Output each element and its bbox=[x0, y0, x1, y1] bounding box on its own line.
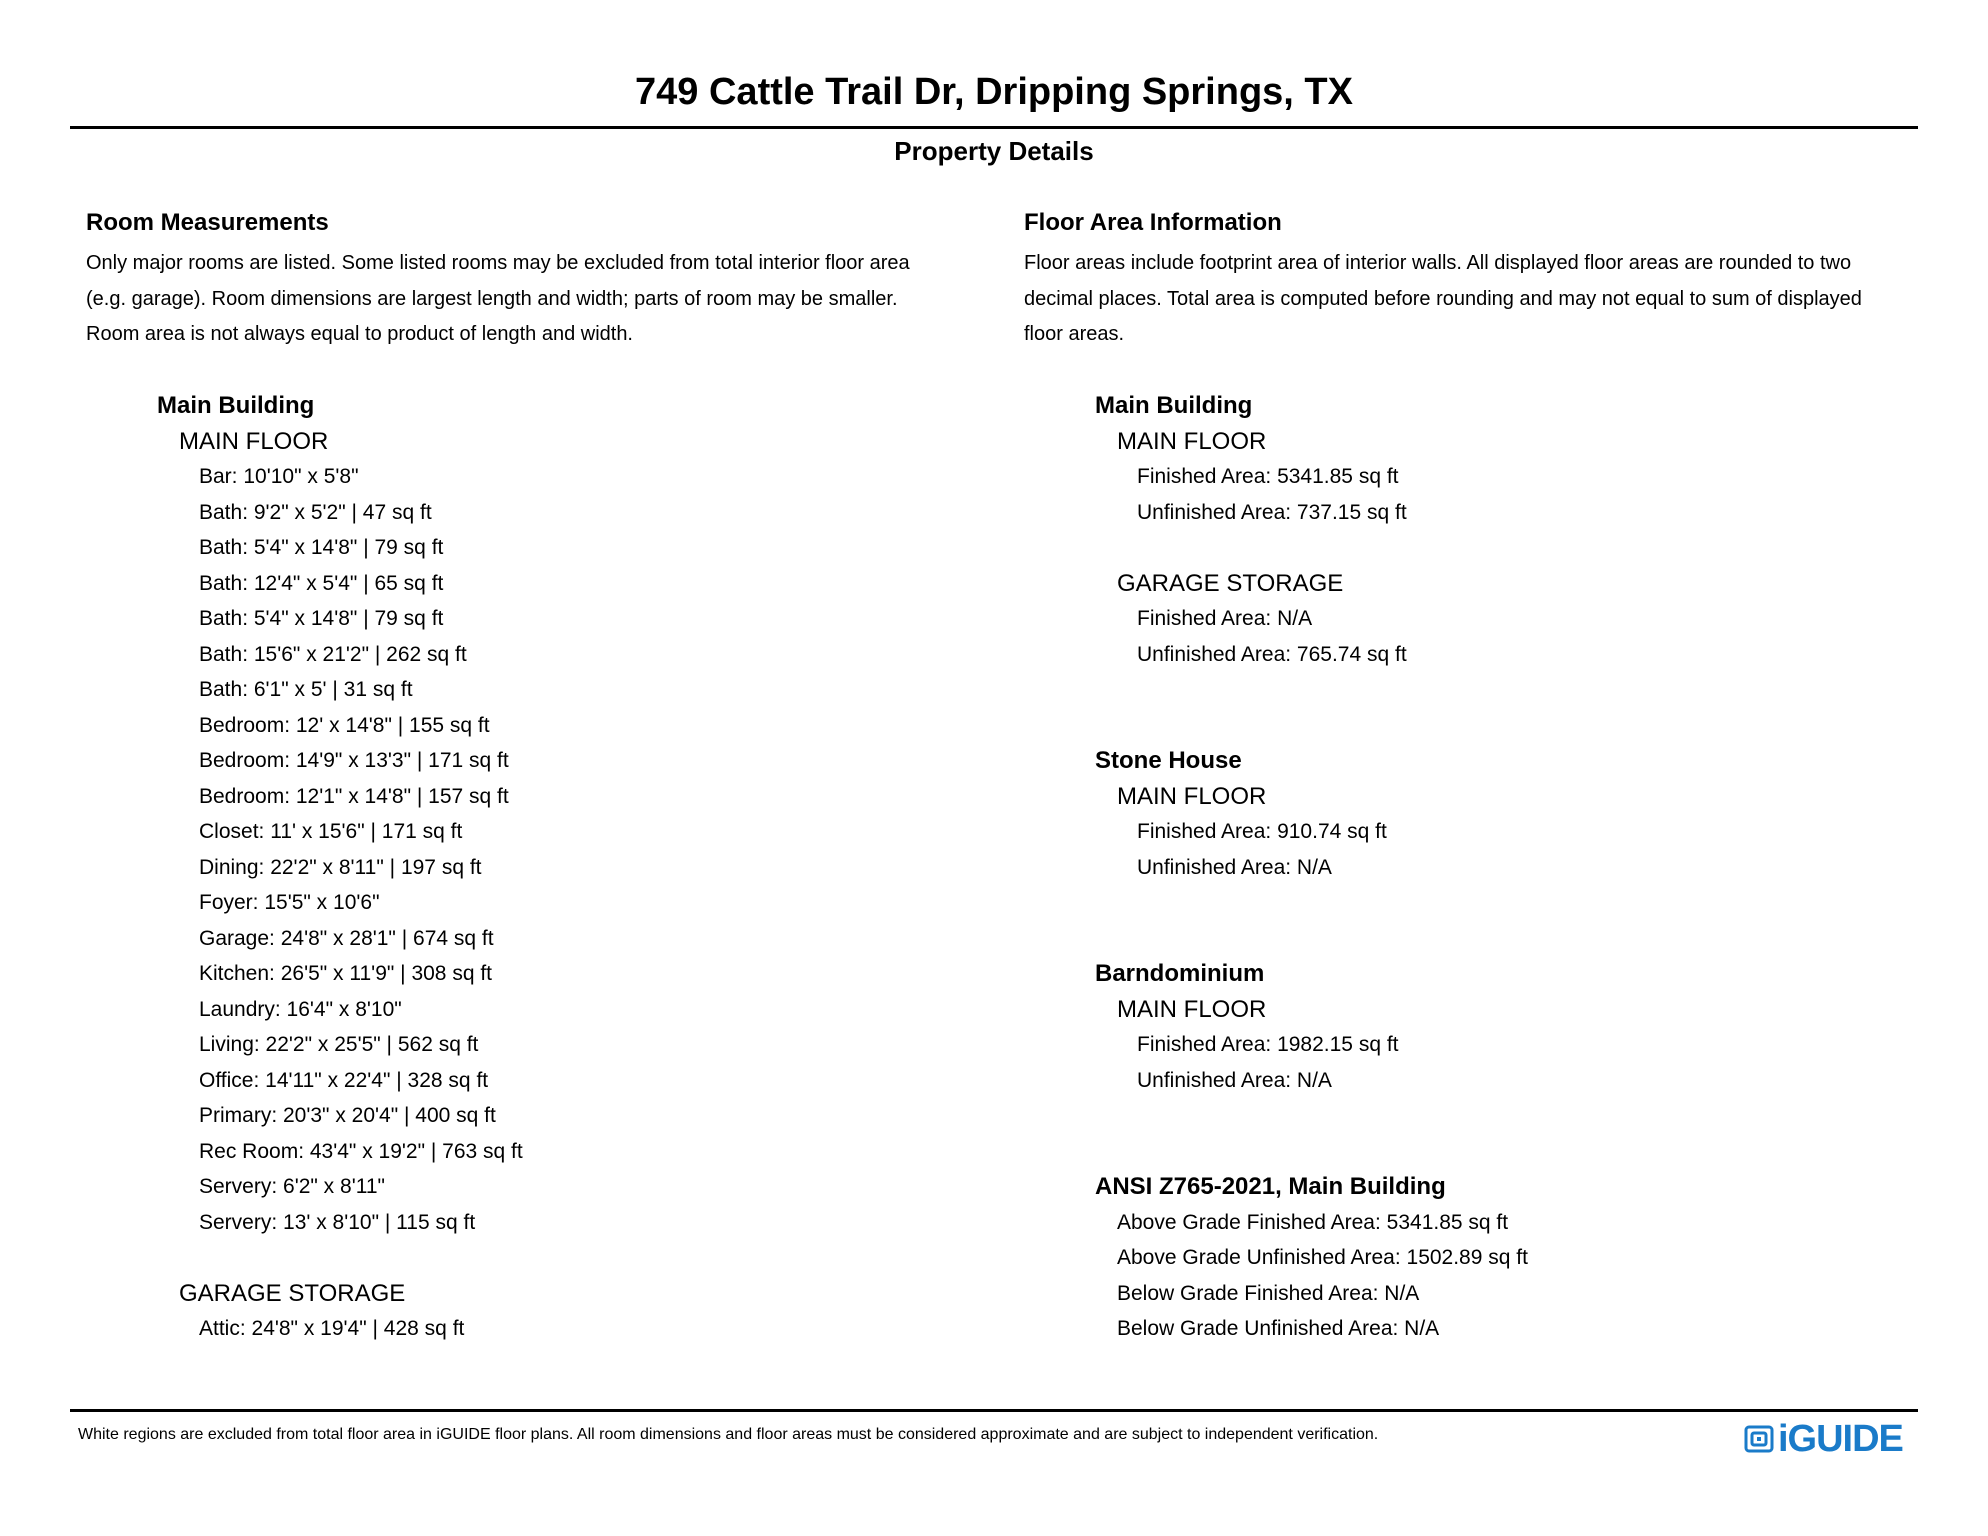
building-heading: Barndominium bbox=[1095, 960, 1265, 987]
finished-area: Finished Area: 1982.15 sq ft bbox=[1137, 1033, 1399, 1056]
intro-line: floor areas. bbox=[1024, 323, 1125, 345]
building-heading: Main Building bbox=[157, 392, 315, 419]
room-list-main-building bbox=[157, 388, 986, 1347]
floor-area-section bbox=[1024, 208, 1924, 1347]
iguide-logo-text: iGUIDE bbox=[1778, 1418, 1903, 1460]
room-measurements-intro bbox=[86, 246, 986, 353]
room-entry: Office: 14'11" x 22'4" | 328 sq ft bbox=[199, 1068, 489, 1092]
iguide-logo bbox=[1744, 1418, 1903, 1460]
room-entry: Bath: 6'1" x 5' | 31 sq ft bbox=[199, 678, 413, 701]
footer-divider bbox=[70, 1409, 1918, 1412]
room-entry: Bar: 10'10" x 5'8" bbox=[199, 465, 359, 488]
room-measurements-heading: Room Measurements bbox=[86, 209, 329, 236]
room-entry: Servery: 13' x 8'10" | 115 sq ft bbox=[199, 1210, 476, 1234]
room-entry: Attic: 24'8" x 19'4" | 428 sq ft bbox=[199, 1317, 465, 1340]
room-entry: Foyer: 15'5" x 10'6" bbox=[199, 891, 380, 914]
room-entry: Laundry: 16'4" x 8'10" bbox=[199, 997, 402, 1021]
floor-heading: GARAGE STORAGE bbox=[179, 1279, 406, 1307]
finished-area: Finished Area: N/A bbox=[1137, 607, 1313, 630]
room-entry: Bath: 9'2" x 5'2" | 47 sq ft bbox=[199, 500, 432, 524]
page-title: 749 Cattle Trail Dr, Dripping Springs, TX bbox=[635, 71, 1353, 113]
iguide-logo-icon bbox=[1744, 1424, 1774, 1454]
floor-area-intro bbox=[1024, 246, 1924, 353]
header-divider bbox=[70, 126, 1918, 129]
room-entry: Servery: 6'2" x 8'11" bbox=[199, 1175, 385, 1198]
unfinished-area: Unfinished Area: N/A bbox=[1137, 855, 1332, 879]
ansi-line: Above Grade Unfinished Area: 1502.89 sq ft bbox=[1117, 1246, 1528, 1269]
floor-heading: MAIN FLOOR bbox=[179, 427, 329, 455]
room-entry: Primary: 20'3" x 20'4" | 400 sq ft bbox=[199, 1104, 496, 1127]
room-entry: Bath: 15'6" x 21'2" | 262 sq ft bbox=[199, 642, 467, 666]
unfinished-area: Unfinished Area: N/A bbox=[1137, 1068, 1332, 1092]
ansi-line: Below Grade Unfinished Area: N/A bbox=[1117, 1317, 1440, 1340]
ansi-heading: ANSI Z765-2021, Main Building bbox=[1095, 1173, 1446, 1200]
room-entry: Bedroom: 12'1" x 14'8" | 157 sq ft bbox=[199, 784, 509, 808]
room-entry: Bedroom: 14'9" x 13'3" | 171 sq ft bbox=[199, 749, 509, 772]
room-entry: Kitchen: 26'5" x 11'9" | 308 sq ft bbox=[199, 962, 493, 985]
building-heading: Stone House bbox=[1095, 747, 1242, 774]
room-entry: Bath: 5'4" x 14'8" | 79 sq ft bbox=[199, 607, 444, 630]
room-entry: Garage: 24'8" x 28'1" | 674 sq ft bbox=[199, 926, 494, 950]
page-subtitle: Property Details bbox=[894, 136, 1094, 166]
intro-line: (e.g. garage). Room dimensions are largest length and width; parts of room may be smaller. bbox=[86, 287, 898, 310]
floor-heading: MAIN FLOOR bbox=[1117, 782, 1267, 810]
room-entry: Rec Room: 43'4" x 19'2" | 763 sq ft bbox=[199, 1139, 523, 1163]
building-heading: Main Building bbox=[1095, 392, 1253, 419]
floor-heading: MAIN FLOOR bbox=[1117, 427, 1267, 455]
finished-area: Finished Area: 5341.85 sq ft bbox=[1137, 465, 1399, 488]
intro-line: Floor areas include footprint area of interior walls. All displayed floor areas are rounded to two bbox=[1024, 252, 1852, 274]
ansi-line: Above Grade Finished Area: 5341.85 sq ft bbox=[1117, 1210, 1509, 1234]
ansi-line: Below Grade Finished Area: N/A bbox=[1117, 1281, 1420, 1305]
room-entry: Bath: 12'4" x 5'4" | 65 sq ft bbox=[199, 571, 444, 595]
intro-line: decimal places. Total area is computed before rounding and may not equal to sum of displayed bbox=[1024, 287, 1862, 310]
finished-area: Finished Area: 910.74 sq ft bbox=[1137, 820, 1387, 843]
floor-heading: GARAGE STORAGE bbox=[1117, 569, 1344, 597]
room-entry: Living: 22'2" x 25'5" | 562 sq ft bbox=[199, 1033, 479, 1056]
room-entry: Bedroom: 12' x 14'8" | 155 sq ft bbox=[199, 713, 490, 737]
room-measurements-section bbox=[86, 208, 986, 1347]
floor-area-heading: Floor Area Information bbox=[1024, 209, 1282, 236]
room-entry: Closet: 11' x 15'6" | 171 sq ft bbox=[199, 820, 463, 843]
unfinished-area: Unfinished Area: 765.74 sq ft bbox=[1137, 642, 1407, 666]
intro-line: Only major rooms are listed. Some listed rooms may be excluded from total interior floor area bbox=[86, 252, 910, 274]
floor-heading: MAIN FLOOR bbox=[1117, 995, 1267, 1023]
room-entry: Dining: 22'2" x 8'11" | 197 sq ft bbox=[199, 855, 482, 879]
floor-area-list bbox=[1095, 388, 1924, 1347]
footer-disclaimer: White regions are excluded from total floor area in iGUIDE floor plans. All room dimensions and floor areas must be considered approximate and are subject to independent verification. bbox=[78, 1426, 1379, 1443]
unfinished-area: Unfinished Area: 737.15 sq ft bbox=[1137, 500, 1407, 524]
room-entry: Bath: 5'4" x 14'8" | 79 sq ft bbox=[199, 536, 444, 559]
intro-line: Room area is not always equal to product of length and width. bbox=[86, 323, 633, 345]
